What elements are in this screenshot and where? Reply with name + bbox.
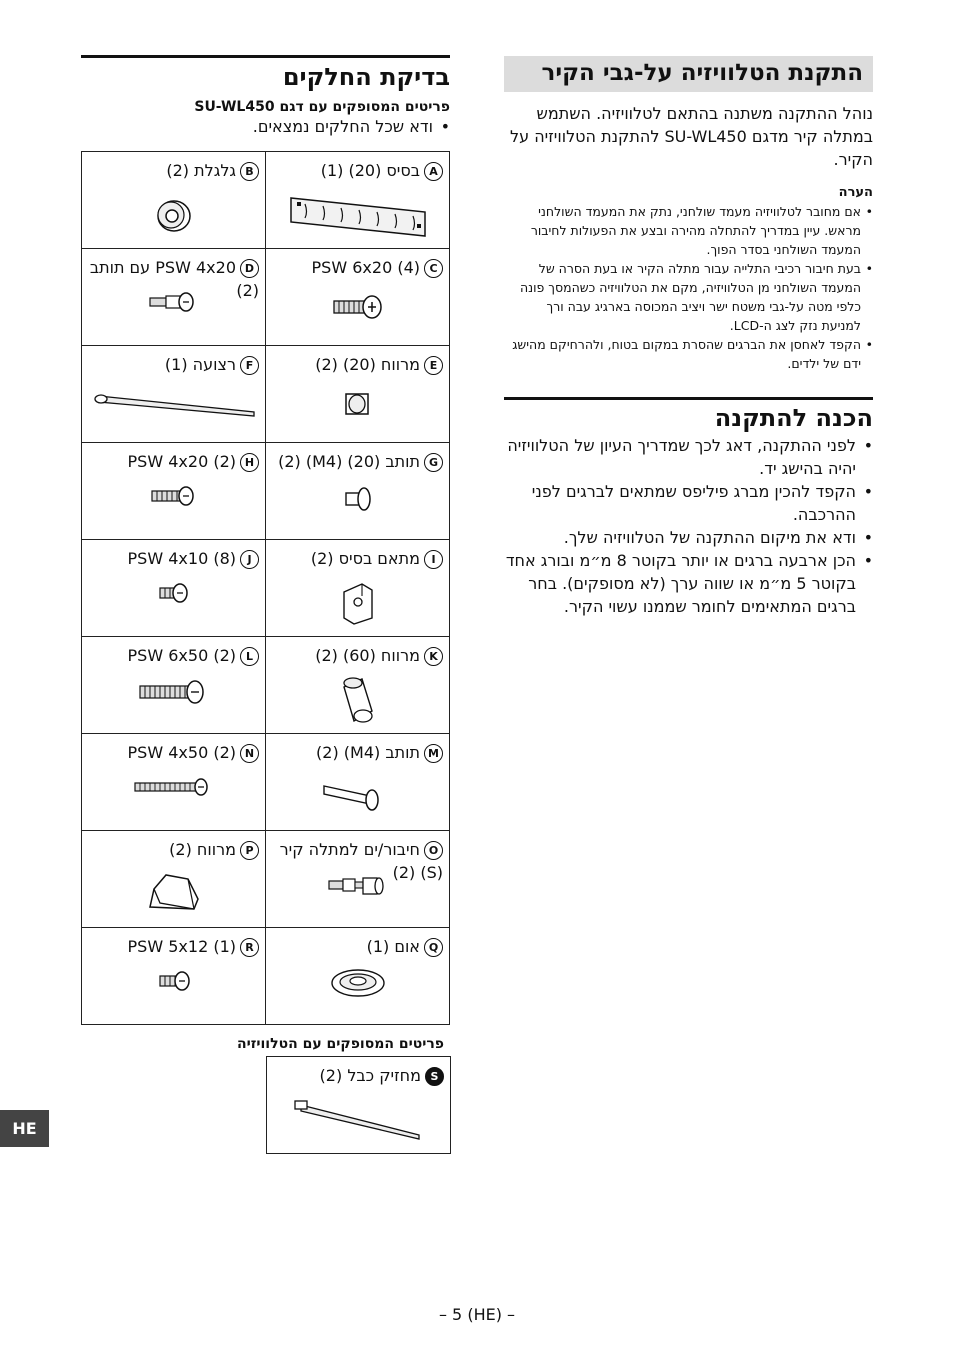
- note-item: • הקפד לאחסן את הברגים שהסרת במקום בטוח, ולהרחיקם מהישג ידם של ילדים.: [504, 335, 873, 373]
- part-label: גלגלת (2): [166, 161, 236, 180]
- part-label: חיבור/ים למתלה קיר (S) (2): [279, 840, 443, 882]
- prep-item: • לפני ההתקנה, דאג לכך שמדריך העיון של הטלוויזיה יהיה בהישג יד.: [504, 434, 873, 480]
- part-cell-i: [266, 540, 450, 637]
- part-cell-m: [266, 734, 450, 831]
- note-title: הערה: [838, 185, 873, 200]
- section-divider: [81, 55, 450, 58]
- part-cell-o: [266, 831, 450, 928]
- prep-list: [504, 434, 873, 618]
- base-bracket-icon: [266, 190, 449, 240]
- part-label: PSW 6x50 (2): [127, 646, 236, 665]
- part-cell-a: [266, 152, 450, 249]
- part-label: PSW 5x12 (1): [127, 937, 236, 956]
- part-letter: L: [240, 647, 259, 666]
- prep-item: • הכן ארבעה ברגים או יותר בקוטר 8 מ״מ ובורג אחד בקוטר 5 מ״מ או שווה ערך (לא מסופקים). בחר ברגים המתאימים לחומר שממנו עשוי הקיר.: [504, 549, 873, 618]
- prep-item: • ודא את מיקום ההתקנה של הטלוויזיה שלך.: [504, 526, 873, 549]
- part-cell-e: [266, 346, 450, 443]
- nut-icon: [266, 966, 449, 1016]
- part-letter: O: [424, 841, 443, 860]
- spacer-block-icon: [82, 869, 265, 919]
- part-label: מחזיק כבל (2): [319, 1066, 421, 1085]
- part-letter: J: [240, 550, 259, 569]
- part-label: מתאם בסיס (2): [310, 549, 420, 568]
- part-cell-h: [82, 443, 266, 540]
- note-list: [504, 202, 873, 373]
- part-cell-j: [82, 540, 266, 637]
- part-cell-b: [82, 152, 266, 249]
- screw-icon: [82, 966, 265, 1016]
- part-letter: S: [425, 1067, 444, 1086]
- base-adapter-icon: [266, 578, 449, 628]
- screw-icon: [82, 578, 265, 628]
- part-letter: C: [424, 259, 443, 278]
- pulley-icon: [82, 190, 265, 240]
- part-letter: M: [424, 744, 443, 763]
- part-letter: H: [240, 453, 259, 472]
- part-cell-s: [266, 1056, 451, 1154]
- screw-with-sleeve-icon: [82, 287, 265, 337]
- part-letter: Q: [424, 938, 443, 957]
- parts-table: [81, 151, 450, 1025]
- screw-icon: [82, 675, 265, 725]
- tv-parts-title: פריטים המסופקים עם הטלוויזיה: [237, 1036, 444, 1052]
- part-label: תותב (20) (M4) (2): [278, 452, 420, 471]
- parts-check-section: [81, 55, 450, 136]
- install-intro: נוהל ההתקנה משתנה בהתאם לטלוויזיה. השתמש במתלה קיר מדגם SU-WL450 להתקנת הטלוויזיה על הקיר.: [510, 104, 873, 169]
- part-letter: K: [424, 647, 443, 666]
- part-label: תותב (M4) (2): [316, 743, 420, 762]
- note-item: • אם מחובר לטלוויזיה מעמד שולחני, נתק את המעמד השולחני מראש. עיין במדריך להתחלה מהירה ובצע את הפעולות לחיבור המעמד השולחני בסדר הפוך.: [504, 202, 873, 259]
- part-letter: E: [424, 356, 443, 375]
- part-cell-k: [266, 637, 450, 734]
- part-label: PSW 4x20 (2): [127, 452, 236, 471]
- part-letter: D: [240, 259, 259, 278]
- part-letter: G: [424, 453, 443, 472]
- section-divider: [504, 397, 873, 400]
- screw-icon: [82, 772, 265, 822]
- part-cell-p: [82, 831, 266, 928]
- connector-icon: [266, 869, 449, 919]
- part-label: רצועה (1): [164, 355, 236, 374]
- part-letter: B: [240, 162, 259, 181]
- part-label: אום (1): [366, 937, 420, 956]
- part-letter: N: [240, 744, 259, 763]
- note-item: • בעת חיבור רכיבי התלייה עבור מתלה הקיר או בעת הסרה של המעמד השולחני מן הטלוויזיה, מקם את הטלוויזיה כשהמסך פונה כלפי מטה על-גבי משטח ישר ויציב המכוסה בארגיג עבה ורך למניעת נזק לצג ה-LCD.: [504, 259, 873, 335]
- prep-title: הכנה להתקנה: [714, 404, 873, 432]
- spacer-icon: [266, 675, 449, 725]
- part-letter: I: [424, 550, 443, 569]
- language-tab: HE: [0, 1110, 49, 1147]
- bushing-icon: [266, 481, 449, 531]
- part-letter: R: [240, 938, 259, 957]
- part-label: PSW 4x50 (2): [127, 743, 236, 762]
- part-label: PSW 4x20 עם תותב (2): [89, 258, 259, 300]
- part-cell-d: [82, 249, 266, 346]
- part-label: PSW 4x10 (8): [127, 549, 236, 568]
- screw-icon: [266, 287, 449, 337]
- part-cell-l: [82, 637, 266, 734]
- part-letter: P: [240, 841, 259, 860]
- part-label: בסיס (20) (1): [320, 161, 420, 180]
- part-cell-f: [82, 346, 266, 443]
- part-label: מרווח (60) (2): [315, 646, 420, 665]
- check-line: • ודא שכל החלקים נמצאים.: [81, 117, 450, 136]
- strap-icon: [82, 384, 265, 434]
- installation-section: [504, 56, 873, 618]
- part-cell-c: [266, 249, 450, 346]
- part-label: PSW 6x20 (4): [311, 258, 420, 277]
- cable-holder-icon: [267, 1095, 450, 1145]
- part-cell-q: [266, 928, 450, 1025]
- part-cell-n: [82, 734, 266, 831]
- part-label: מרווח (20) (2): [315, 355, 420, 374]
- install-title: התקנת הטלוויזיה על-גבי הקיר: [504, 56, 873, 92]
- part-letter: F: [240, 356, 259, 375]
- part-cell-r: [82, 928, 266, 1025]
- check-title: בדיקת החלקים: [282, 63, 450, 91]
- long-bushing-icon: [266, 772, 449, 822]
- page-number: – 5 (HE) –: [438, 1305, 516, 1324]
- spacer-icon: [266, 384, 449, 434]
- prep-item: • הקפד להכין מברג פיליפס שמתאים לברגים לפני ההרכבה.: [504, 480, 873, 526]
- part-letter: A: [424, 162, 443, 181]
- check-subtitle: פריטים המסופקים עם דגם SU-WL450: [194, 99, 450, 115]
- part-label: מרווח (2): [169, 840, 236, 859]
- part-cell-g: [266, 443, 450, 540]
- screw-icon: [82, 481, 265, 531]
